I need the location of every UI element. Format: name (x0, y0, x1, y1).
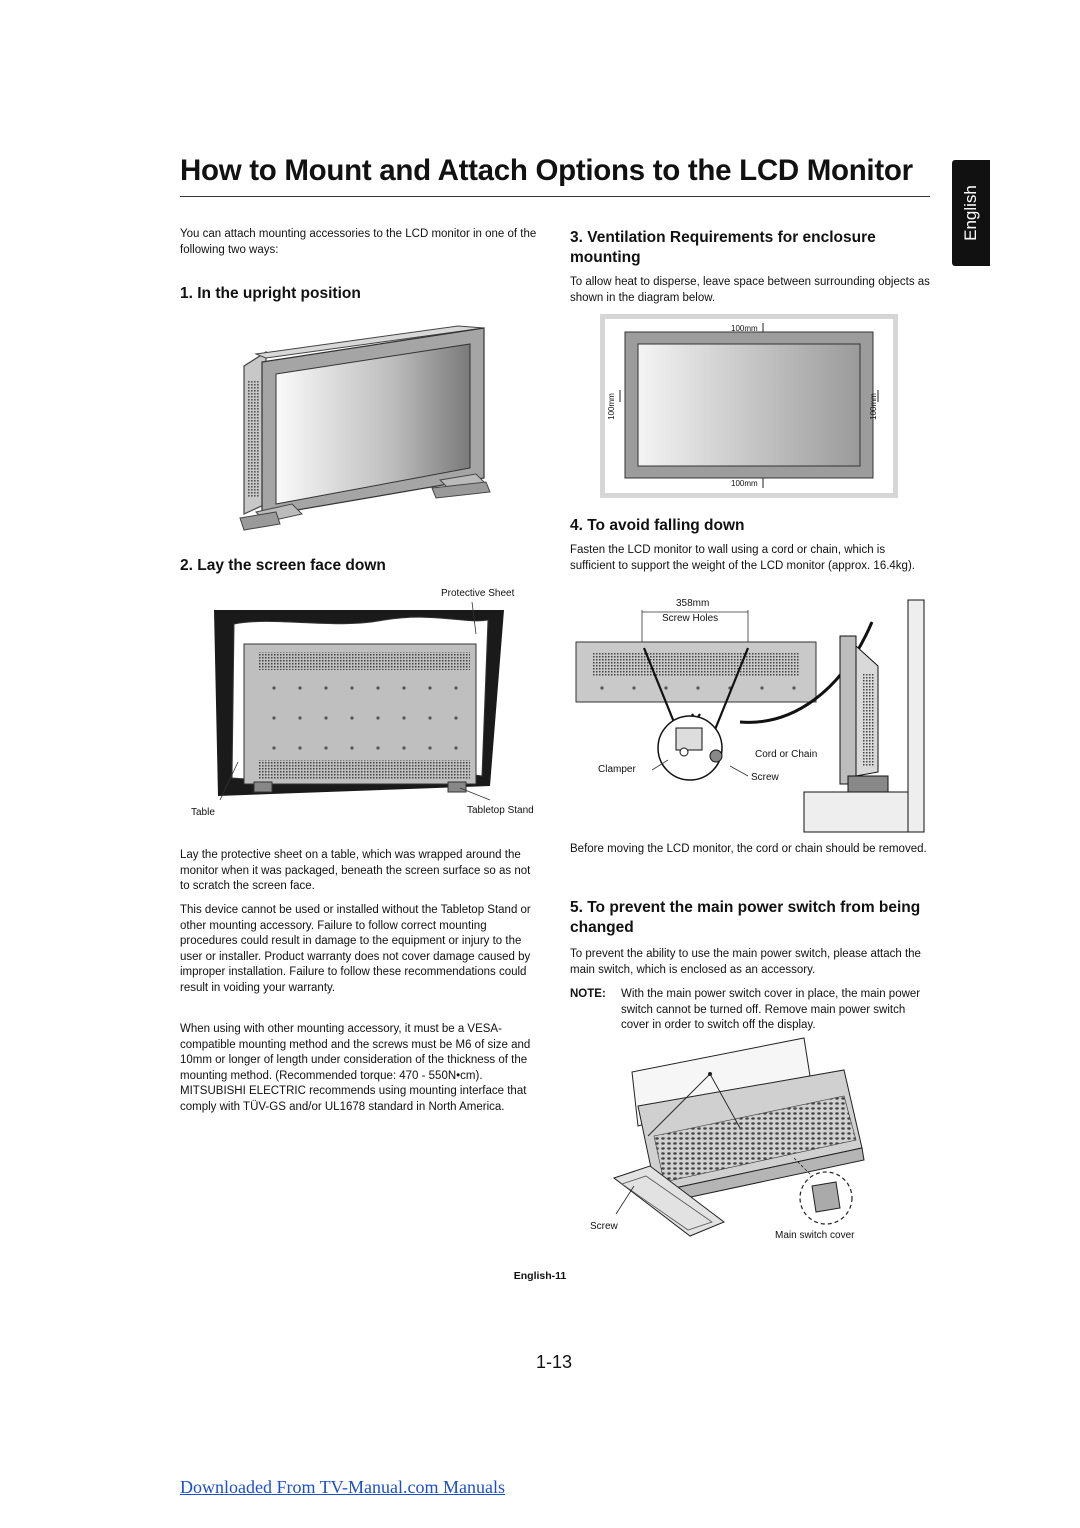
screw-holes-label: Screw Holes (662, 613, 719, 624)
section-5-text: To prevent the ability to use the main power switch, please attach the main switch, which is enclosed as an accessory. (570, 948, 921, 976)
ventilation-diagram (600, 314, 898, 498)
language-tab-label: English (961, 185, 980, 241)
section-3-text: To allow heat to disperse, leave space between surrounding objects as shown in the diagram below. (570, 276, 930, 304)
title-rule (180, 196, 930, 197)
section-4-text: Fasten the LCD monitor to wall using a cord or chain, which is sufficient to support the weight of the LCD monitor (approx. 16.4kg). (570, 544, 915, 572)
page-number: 1-13 (535, 1352, 573, 1372)
clamper-label: Clamper (598, 764, 636, 775)
left-clearance-label: 100mm (606, 393, 616, 420)
section-3-heading: 3. Ventilation Requirements for enclosure mounting (570, 229, 876, 266)
upright-monitor-figure (236, 318, 496, 530)
section-4-after-text: Before moving the LCD monitor, the cord or chain should be removed. (570, 843, 927, 855)
width-358mm-label: 358mm (676, 598, 710, 609)
bottom-clearance-label: 100mm (731, 479, 758, 488)
footer-language-page: English-11 (513, 1270, 567, 1282)
section-4-heading: 4. To avoid falling down (570, 517, 745, 534)
tabletop-stand-label: Tabletop Stand (467, 805, 534, 816)
language-tab (952, 160, 990, 266)
cord-or-chain-label: Cord or Chain (755, 749, 818, 760)
paragraph-protective-sheet: Lay the protective sheet on a table, which was wrapped around the monitor when it was packaged, beneath the screen surface so as not to scratch the screen face. (180, 849, 531, 893)
section-2-heading: 2. Lay the screen face down (180, 557, 386, 574)
top-clearance-label: 100mm (731, 324, 758, 333)
note-block (570, 987, 934, 1034)
paragraph-warranty: This device cannot be used or installed without the Tabletop Stand or other mounting accessory. Failure to follow correct mounting procedures could result in damage to the equipment or injury to the user or installer. Product warranty does not cover damage caused by improper installation. Failure to follow these recommendations could result in voiding your warranty. (180, 904, 531, 994)
main-switch-cover-label: Main switch cover (775, 1230, 855, 1241)
download-source-link[interactable]: Downloaded From TV-Manual.com Manuals (180, 1477, 505, 1497)
protective-sheet-label: Protective Sheet (441, 588, 515, 599)
anti-fall-diagram (572, 596, 924, 832)
note-text: With the main power switch cover in place, the main power switch cannot be turned off. Remove main power switch cover in order to switch off the display. (621, 988, 921, 1032)
intro-text: You can attach mounting accessories to the LCD monitor in one of the following two ways: (180, 228, 537, 256)
right-clearance-label: 100mm (868, 393, 878, 420)
paragraph-vesa: When using with other mounting accessory, it must be a VESA-compatible mounting method and the screws must be M6 of size and 10mm or longer of length under consideration of the thickness of the mounting method. (Recommended torque: 470 - 550N•cm). MITSUBISHI ELECTRIC recommends using mounting interface that comply with TÜV-GS and/or UL1678 standard in North America. (180, 1023, 531, 1113)
face-down-monitor-figure (214, 600, 504, 800)
main-switch-cover-diagram (594, 1036, 894, 1242)
note-label: NOTE: (570, 988, 606, 1000)
section-1-heading: 1. In the upright position (180, 285, 361, 302)
table-label: Table (191, 807, 215, 818)
screw-label-fig5: Screw (590, 1221, 618, 1232)
page-title: How to Mount and Attach Options to the LCD Monitor (180, 154, 913, 187)
screw-label-fig4: Screw (751, 772, 779, 783)
section-5-heading: 5. To prevent the main power switch from being changed (570, 899, 921, 936)
